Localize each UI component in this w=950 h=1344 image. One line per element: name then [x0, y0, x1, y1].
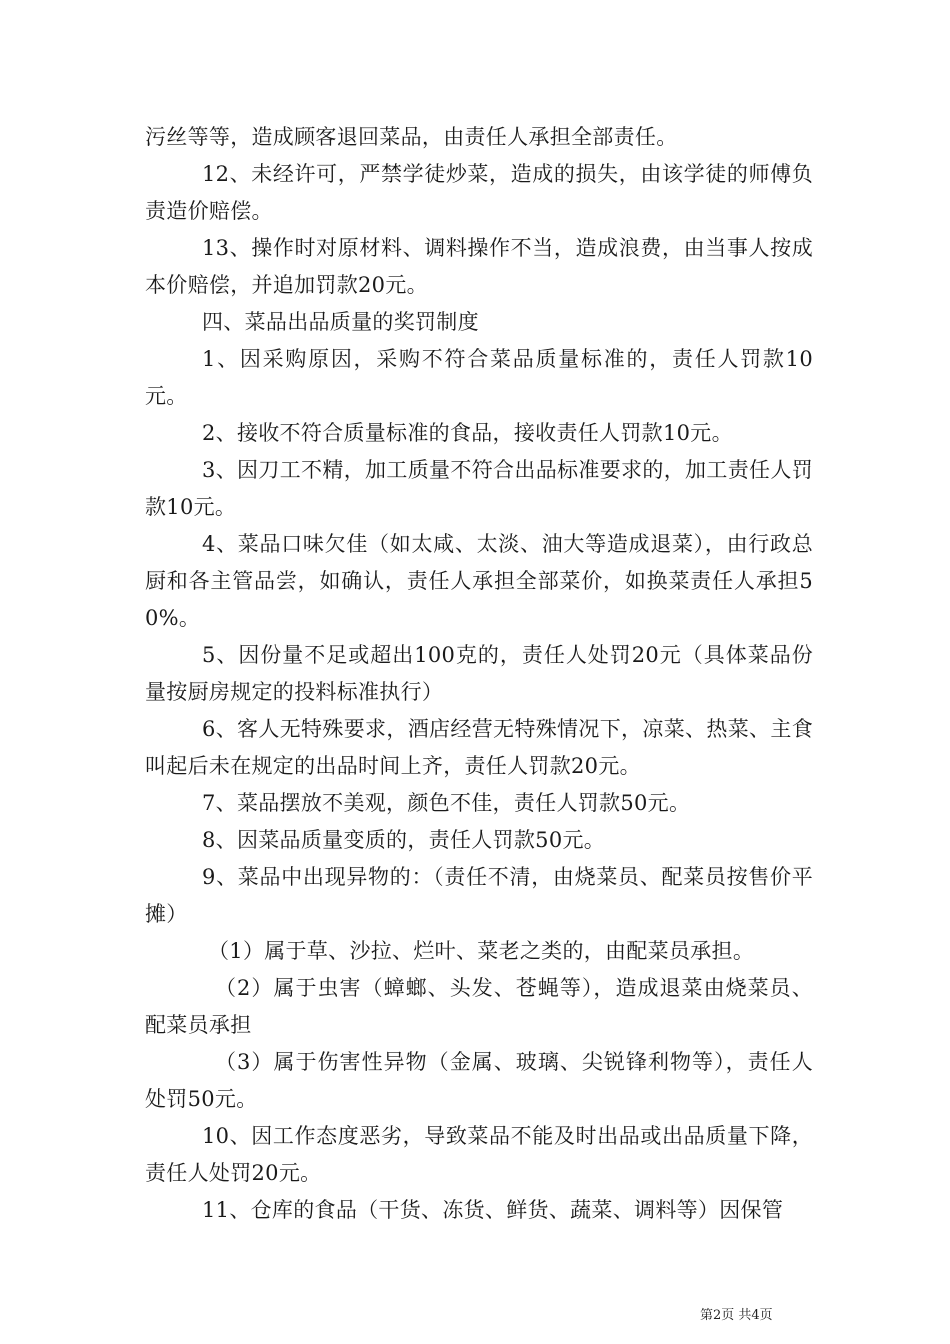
paragraph-rule-5: 5、因份量不足或超出100克的，责任人处罚20元（具体菜品份量按厨房规定的投料标准执行） [145, 643, 813, 704]
paragraph-rule-10: 10、因工作态度恶劣，导致菜品不能及时出品或出品质量下降，责任人处罚20元。 [145, 1124, 813, 1185]
paragraph-rule-11: 11、仓库的食品（干货、冻货、鲜货、蔬菜、调料等）因保管 [202, 1198, 784, 1222]
page-number-footer: 第2页 共4页 [700, 1308, 773, 1323]
paragraph-subrule-2: （2）属于虫害（蟑螂、头发、苍蝇等），造成退菜由烧菜员、配菜员承担 [145, 976, 813, 1037]
paragraph-rule-9: 9、菜品中出现异物的：（责任不清，由烧菜员、配菜员按售价平摊） [145, 865, 813, 926]
paragraph-rule-6: 6、客人无特殊要求，酒店经营无特殊情况下，凉菜、热菜、主食叫起后未在规定的出品时间上齐，责任人罚款20元。 [145, 717, 813, 778]
paragraph-rule-3: 3、因刀工不精，加工质量不符合出品标准要求的，加工责任人罚款10元。 [145, 458, 813, 519]
paragraph-rule-4: 4、菜品口味欠佳（如太咸、太淡、油大等造成退菜），由行政总厨和各主管品尝，如确认，责任人承担全部菜价，如换菜责任人承担50%。 [145, 532, 813, 630]
paragraph-rule-7: 7、菜品摆放不美观，颜色不佳，责任人罚款50元。 [202, 791, 691, 815]
paragraph-item-12: 12、未经许可，严禁学徒炒菜，造成的损失，由该学徒的师傅负责造价赔偿。 [145, 162, 813, 223]
paragraph-rule-1: 1、因采购原因，采购不符合菜品质量标准的，责任人罚款10元。 [145, 347, 813, 408]
section-heading-4: 四、菜品出品质量的奖罚制度 [202, 310, 479, 334]
paragraph-subrule-3: （3）属于伤害性异物（金属、玻璃、尖锐锋利物等），责任人处罚50元。 [145, 1050, 813, 1111]
paragraph-rule-2: 2、接收不符合质量标准的食品，接收责任人罚款10元。 [202, 421, 733, 445]
paragraph-subrule-1: （1）属于草、沙拉、烂叶、菜老之类的，由配菜员承担。 [208, 939, 755, 963]
paragraph-continuation: 污丝等等，造成顾客退回菜品，由责任人承担全部责任。 [145, 125, 678, 149]
document-body [145, 119, 813, 1229]
paragraph-rule-8: 8、因菜品质量变质的，责任人罚款50元。 [202, 828, 606, 852]
paragraph-item-13: 13、操作时对原材料、调料操作不当，造成浪费，由当事人按成本价赔偿，并追加罚款20元。 [145, 236, 813, 297]
